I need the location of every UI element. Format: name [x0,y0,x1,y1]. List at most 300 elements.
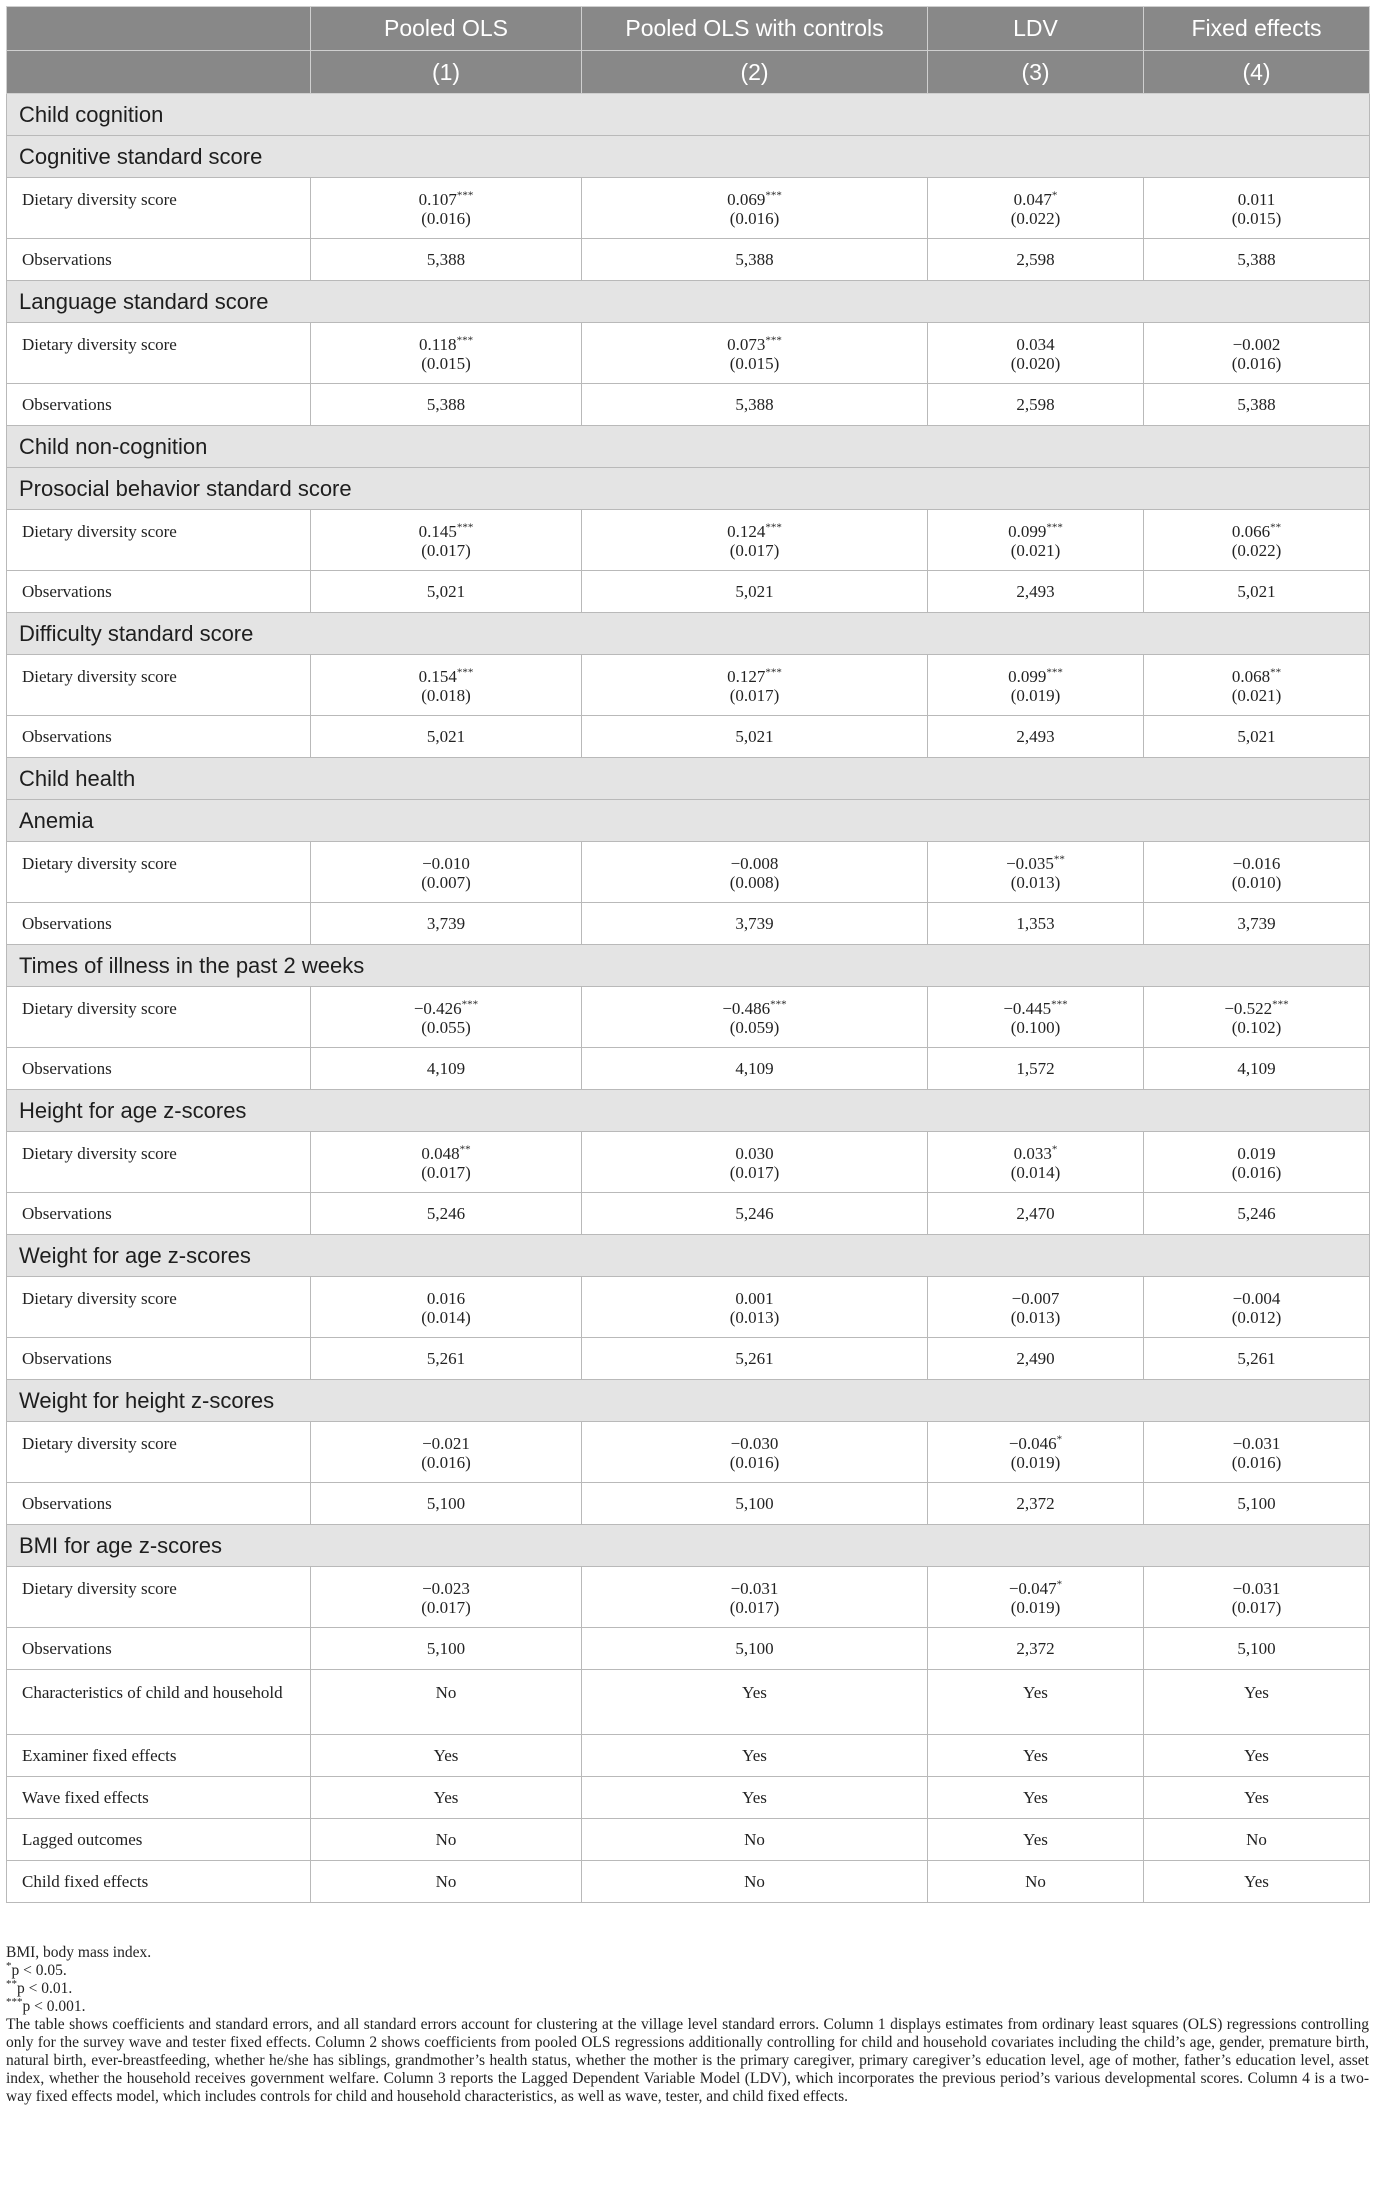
obs-value: 5,100 [1144,1628,1370,1670]
coef-estimate: 0.099 [1008,522,1047,541]
coef-cell [928,1277,1144,1338]
coef-se: (0.010) [1231,873,1282,892]
control-value: Yes [742,1745,767,1765]
obs-value: 5,246 [582,1193,928,1235]
control-value-cell [582,1777,928,1819]
coef-estimate-line [311,1144,581,1163]
header-col-3: LDV [928,7,1144,51]
coefficient-row [7,987,1370,1048]
coefficient-row [7,323,1370,384]
coef-cell [1144,1567,1370,1628]
sig-note-2 [6,1977,1369,1998]
coef-se: (0.017) [729,686,780,705]
coef-estimate-line [928,335,1143,354]
control-value: Yes [433,1745,459,1765]
outcome-title: BMI for age z-scores [7,1525,1370,1567]
control-value: No [744,1871,765,1891]
coef-content [311,1567,581,1617]
coef-se: (0.016) [729,1453,780,1472]
obs-value: 5,261 [582,1338,928,1380]
header-num-3: (3) [928,51,1144,94]
observations-row [7,1483,1370,1525]
control-row [7,1735,1370,1777]
outcome-row [7,613,1370,655]
coefficient-row [7,842,1370,903]
coef-stars: *** [461,998,479,1011]
coef-label-cell [7,510,311,571]
obs-value: 5,388 [311,384,582,426]
coef-se: (0.022) [1010,209,1061,228]
coef-content [311,987,581,1037]
coef-estimate-line [582,335,927,354]
coef-stars: ** [1053,853,1065,866]
control-value: Yes [742,1787,767,1807]
coefficient-row [7,1567,1370,1628]
obs-value: 5,100 [582,1628,928,1670]
obs-value: 5,388 [582,384,928,426]
control-label-cell [7,1670,311,1735]
obs-value: 5,021 [582,716,928,758]
coef-se: (0.019) [1010,686,1061,705]
header-corner [7,7,311,51]
coef-estimate: 0.069 [727,190,766,209]
header-row-numbers [7,51,1370,94]
coef-estimate: −0.046 [1008,1434,1057,1453]
coef-stars: *** [1046,521,1063,534]
coef-cell [1144,323,1370,384]
obs-value: 3,739 [582,903,928,945]
obs-value: 5,021 [582,571,928,613]
sig-stars-3: *** [6,1995,23,2008]
coef-stars: * [1051,1143,1058,1156]
coef-se: (0.018) [421,686,471,705]
coef-se: (0.014) [1010,1163,1061,1182]
coef-estimate: 0.107 [418,190,457,209]
coef-content [311,1277,581,1327]
coef-stars: ** [1270,666,1282,679]
coef-estimate: 0.011 [1237,190,1276,209]
coef-estimate: −0.023 [422,1579,470,1598]
coef-estimate-line [1144,335,1369,354]
control-value-cell [1144,1861,1370,1903]
coef-estimate: 0.047 [1013,190,1052,209]
control-label-cell [7,1861,311,1903]
control-value-cell [582,1670,928,1735]
coef-estimate: −0.016 [1232,854,1281,873]
outcome-title: Anemia [7,800,1370,842]
coef-content [1144,1567,1369,1617]
coef-content [1144,987,1369,1037]
obs-label: Observations [7,239,311,281]
coef-estimate-line [928,667,1143,686]
outcome-row [7,281,1370,323]
observations-row [7,716,1370,758]
coef-cell [582,842,928,903]
coef-cell [311,655,582,716]
coef-se: (0.013) [1010,1308,1061,1327]
section-row [7,94,1370,136]
coef-estimate: 0.127 [727,667,766,686]
coef-estimate-line [928,522,1143,541]
coef-content [928,987,1143,1037]
coef-content [582,323,927,373]
observations-row [7,1628,1370,1670]
coef-cell [582,1422,928,1483]
coef-estimate-line [1144,854,1369,873]
coef-content [311,510,581,560]
coef-estimate: −0.426 [413,999,462,1018]
coef-estimate-line [1144,1579,1369,1598]
obs-value: 1,572 [928,1048,1144,1090]
obs-value: 3,739 [311,903,582,945]
coef-cell [1144,510,1370,571]
coef-se: (0.017) [421,1598,471,1617]
header-col-2: Pooled OLS with controls [582,7,928,51]
outcome-row [7,1525,1370,1567]
coef-estimate: −0.004 [1232,1289,1281,1308]
control-value: No [1246,1829,1267,1849]
coef-estimate: 0.016 [426,1289,466,1308]
coef-estimate-line [928,999,1143,1018]
obs-value: 4,109 [311,1048,582,1090]
control-label: Characteristics of child and household [22,1683,283,1702]
section-title: Child non-cognition [7,426,1370,468]
control-value-cell [311,1670,582,1735]
coef-estimate-line [311,667,581,686]
coef-stars: ** [1270,521,1282,534]
coefficient-row [7,1132,1370,1193]
observations-row [7,384,1370,426]
coef-content [582,655,927,705]
coef-content [928,842,1143,892]
coef-content [582,510,927,560]
obs-value: 1,353 [928,903,1144,945]
header-col-1: Pooled OLS [311,7,582,51]
coef-cell [928,323,1144,384]
control-value: No [1025,1871,1046,1891]
coef-label: Dietary diversity score [22,1289,177,1308]
obs-value: 5,388 [1144,239,1370,281]
coef-cell [1144,1422,1370,1483]
obs-value: 2,598 [928,239,1144,281]
sig-stars-2: ** [6,1977,17,1990]
coef-cell [311,842,582,903]
control-label-cell [7,1777,311,1819]
obs-value: 2,598 [928,384,1144,426]
coef-content [1144,510,1369,560]
coef-cell [1144,1277,1370,1338]
control-value: Yes [742,1683,767,1702]
coef-se: (0.021) [1010,541,1061,560]
coef-estimate: −0.031 [730,1579,779,1598]
coef-label: Dietary diversity score [22,1579,177,1598]
outcome-title: Times of illness in the past 2 weeks [7,945,1370,987]
coef-estimate: 0.124 [727,522,766,541]
control-value-cell [1144,1735,1370,1777]
control-row [7,1670,1370,1735]
coef-se: (0.017) [1231,1598,1282,1617]
obs-value: 2,372 [928,1628,1144,1670]
coef-estimate: −0.007 [1011,1289,1060,1308]
coef-content [1144,655,1369,705]
control-label-cell [7,1735,311,1777]
control-value-cell [582,1819,928,1861]
coef-se: (0.059) [729,1018,780,1037]
coef-label-cell [7,842,311,903]
coef-estimate: 0.001 [735,1289,774,1308]
coef-stars: *** [1046,666,1063,679]
coef-cell [928,842,1144,903]
obs-value: 2,372 [928,1483,1144,1525]
obs-value: 5,021 [1144,716,1370,758]
coef-stars: *** [456,189,474,202]
coef-se: (0.020) [1010,354,1061,373]
abbrev-note: BMI, body mass index. [6,1944,152,1961]
regression-table [6,6,1370,1903]
coef-estimate-line [582,1289,927,1308]
coef-content [1144,842,1369,892]
coef-stars: *** [765,666,782,679]
coef-se: (0.102) [1231,1018,1282,1037]
obs-value: 4,109 [1144,1048,1370,1090]
coef-se: (0.016) [1231,354,1282,373]
sig-stars-1: * [6,1959,12,1972]
outcome-title: Weight for age z-scores [7,1235,1370,1277]
outcome-row [7,1380,1370,1422]
obs-value: 5,388 [1144,384,1370,426]
coef-cell [582,510,928,571]
outcome-title: Height for age z-scores [7,1090,1370,1132]
coef-content [311,323,581,373]
obs-value: 5,246 [1144,1193,1370,1235]
coef-se: (0.007) [421,873,471,892]
coef-cell [928,655,1144,716]
coef-content [582,1132,927,1182]
outcome-row [7,136,1370,178]
coef-cell [582,1277,928,1338]
coef-se: (0.017) [729,541,780,560]
coef-estimate-line [311,522,581,541]
coef-content [1144,323,1369,373]
coef-cell [582,655,928,716]
coefficient-row [7,510,1370,571]
observations-row [7,239,1370,281]
coef-estimate-line [1144,999,1369,1018]
coef-estimate: 0.099 [1008,667,1047,686]
coef-stars: ** [459,1143,471,1156]
coef-cell [311,987,582,1048]
coef-content [311,842,581,892]
coef-se: (0.016) [421,1453,471,1472]
outcome-row [7,1235,1370,1277]
coef-estimate: 0.068 [1231,667,1271,686]
coef-se: (0.013) [729,1308,780,1327]
coef-content [311,655,581,705]
coef-cell [928,178,1144,239]
coef-se: (0.013) [1010,873,1061,892]
coef-se: (0.022) [1231,541,1282,560]
notes-paragraph: The table shows coefficients and standard errors, and all standard errors account for clustering at the village level standard errors. Column 1 displays estimates from ordinary least squares (OLS) regressions controlling only for the survey wave and tester fixed effects. Column 2 shows coefficients from pooled OLS regressions additionally controlling for child and household covariates including the child’s age, gender, premature birth, natural birth, ever-breastfeeding, whether he/she has siblings, grandmother’s health status, whether the mother is the primary caregiver, primary caregiver’s education level, age of mother, father’s education level, asset index, whether the household receives government welfare. Column 3 reports the Lagged Dependent Variable Model (LDV), which incorporates the previous period’s various developmental scores. Column 4 is a two-way fixed effects model, which includes controls for child and household characteristics, as well as wave, tester, and child fixed effects. [6,2016,1369,2105]
coef-se: (0.016) [1231,1453,1282,1472]
outcome-title: Difficulty standard score [7,613,1370,655]
obs-value: 2,493 [928,571,1144,613]
coef-cell [311,510,582,571]
obs-value: 2,470 [928,1193,1144,1235]
header-col-4: Fixed effects [1144,7,1370,51]
coef-cell [928,1132,1144,1193]
control-label: Wave fixed effects [22,1787,149,1807]
coef-cell [928,987,1144,1048]
coef-estimate: 0.073 [727,335,766,354]
coef-cell [928,1422,1144,1483]
coef-se: (0.016) [421,209,471,228]
coef-estimate-line [1144,522,1369,541]
control-row [7,1861,1370,1903]
coef-se: (0.021) [1231,686,1282,705]
coef-estimate-line [1144,1144,1369,1163]
header-num-1: (1) [311,51,582,94]
coef-stars: * [1056,1433,1063,1446]
control-label: Lagged outcomes [22,1829,143,1849]
coef-estimate-line [1144,190,1369,209]
coef-stars: *** [1051,998,1068,1011]
coef-stars: *** [456,521,474,534]
control-value: Yes [1244,1745,1269,1765]
coef-label: Dietary diversity score [22,335,177,354]
coefficient-row [7,178,1370,239]
coef-se: (0.008) [729,873,780,892]
coef-estimate: −0.522 [1224,999,1273,1018]
coef-se: (0.017) [729,1163,780,1182]
obs-label: Observations [7,384,311,426]
coef-estimate-line [582,1144,927,1163]
sig-note-1 [6,1959,1369,1980]
coef-label-cell [7,655,311,716]
obs-value: 5,100 [311,1628,582,1670]
coef-estimate-line [311,854,581,873]
control-row [7,1777,1370,1819]
header-num-4: (4) [1144,51,1370,94]
obs-value: 5,261 [1144,1338,1370,1380]
sig-text-3: p < 0.001. [22,1998,86,2015]
coef-estimate: 0.154 [418,667,457,686]
coef-estimate-line [928,1289,1143,1308]
coef-cell [1144,842,1370,903]
coef-stars: * [1056,1578,1063,1591]
coef-label-cell [7,178,311,239]
coef-content [928,1132,1143,1182]
coef-se: (0.016) [729,209,780,228]
coef-estimate: −0.031 [1232,1579,1281,1598]
control-value: Yes [1023,1787,1048,1807]
coef-label: Dietary diversity score [22,190,177,209]
observations-row [7,903,1370,945]
control-value: Yes [433,1787,459,1807]
control-label-cell [7,1819,311,1861]
coef-stars: *** [456,334,474,347]
obs-label: Observations [7,1483,311,1525]
outcome-row [7,468,1370,510]
table-header [7,7,1370,94]
obs-value: 3,739 [1144,903,1370,945]
coef-estimate: 0.030 [735,1144,774,1163]
header-num-2: (2) [582,51,928,94]
obs-value: 4,109 [582,1048,928,1090]
outcome-row [7,800,1370,842]
coef-se: (0.019) [1010,1598,1061,1617]
control-value-cell [928,1819,1144,1861]
control-value-cell [1144,1670,1370,1735]
coef-content [582,1277,927,1327]
coef-cell [1144,987,1370,1048]
coef-estimate: −0.486 [722,999,771,1018]
coef-label-cell [7,1277,311,1338]
coef-content [582,842,927,892]
table-body [7,94,1370,1903]
coef-estimate-line [928,1579,1143,1598]
observations-row [7,1193,1370,1235]
coefficient-row [7,655,1370,716]
coef-cell [582,987,928,1048]
obs-label: Observations [7,1338,311,1380]
section-row [7,426,1370,468]
coef-estimate-line [582,1579,927,1598]
obs-label: Observations [7,1193,311,1235]
coef-estimate-line [928,190,1143,209]
coef-cell [311,1132,582,1193]
coef-estimate-line [928,854,1143,873]
coef-content [1144,1132,1369,1182]
control-label: Examiner fixed effects [22,1745,177,1765]
obs-value: 5,100 [582,1483,928,1525]
coef-content [582,987,927,1037]
control-value-cell [1144,1777,1370,1819]
coef-cell [311,323,582,384]
coef-estimate: 0.019 [1237,1144,1276,1163]
obs-label: Observations [7,1628,311,1670]
section-title: Child health [7,758,1370,800]
coef-content [928,510,1143,560]
outcome-row [7,1090,1370,1132]
coef-label: Dietary diversity score [22,1144,177,1163]
coef-content [928,178,1143,228]
coef-estimate: −0.047 [1008,1579,1057,1598]
control-value-cell [928,1777,1144,1819]
table-notes [6,1944,1369,2106]
coef-se: (0.019) [1010,1453,1061,1472]
outcome-title: Prosocial behavior standard score [7,468,1370,510]
coef-stars: *** [770,998,787,1011]
coef-estimate-line [311,1434,581,1453]
obs-label: Observations [7,716,311,758]
control-value-cell [582,1735,928,1777]
coef-cell [582,323,928,384]
coef-estimate: −0.002 [1232,335,1281,354]
coef-cell [928,1567,1144,1628]
coef-stars: *** [1272,998,1289,1011]
coef-content [311,178,581,228]
coef-estimate: −0.021 [422,1434,470,1453]
coef-content [928,1422,1143,1472]
coef-cell [311,178,582,239]
obs-value: 5,388 [311,239,582,281]
coef-stars: *** [456,666,474,679]
obs-value: 5,261 [311,1338,582,1380]
coef-content [928,323,1143,373]
obs-value: 5,100 [311,1483,582,1525]
coef-label: Dietary diversity score [22,667,177,686]
observations-row [7,1338,1370,1380]
